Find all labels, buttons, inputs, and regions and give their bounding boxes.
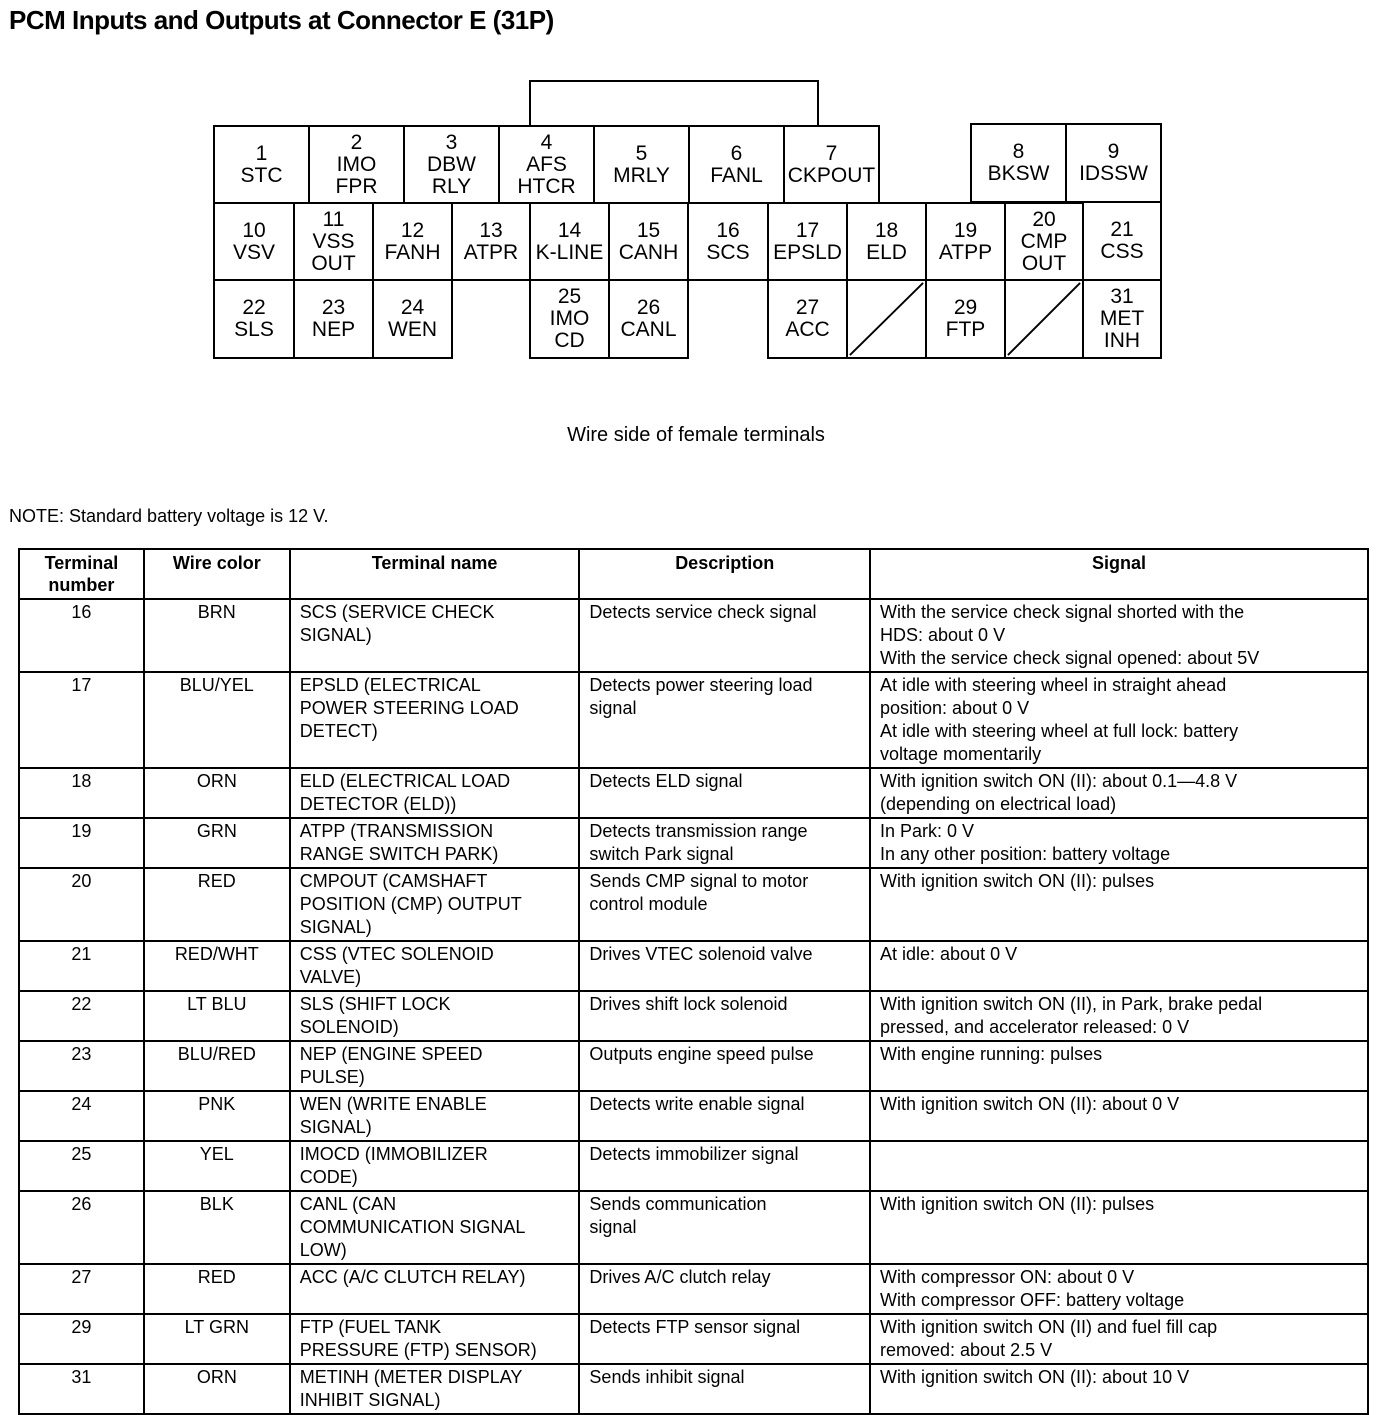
signal-cell: At idle with steering wheel in straight ahead position: about 0 V At idle with steering wheel at full lock: battery voltage momentarily xyxy=(870,672,1368,768)
terminal-name-cell: SCS (SERVICE CHECK SIGNAL) xyxy=(290,599,580,672)
terminal-number: 15 xyxy=(636,218,661,242)
terminal-number: 25 xyxy=(557,285,582,308)
empty-terminal-cell xyxy=(846,279,927,359)
terminal-number: 11 xyxy=(322,207,345,231)
signal-cell: With ignition switch ON (II): about 0 V xyxy=(870,1091,1368,1141)
table-row xyxy=(19,818,1368,868)
terminal-cell xyxy=(372,279,453,359)
terminal-label: SCS xyxy=(706,240,750,264)
terminal-label: ATPP xyxy=(938,240,993,264)
column-header: Terminal number xyxy=(19,549,144,599)
description-cell: Detects transmission range switch Park signal xyxy=(579,818,870,868)
terminal-label: EPSLD xyxy=(773,240,842,264)
terminal-name-cell: SLS (SHIFT LOCK SOLENOID) xyxy=(290,991,580,1041)
terminal-name-cell: METINH (METER DISPLAY INHIBIT SIGNAL) xyxy=(290,1364,580,1414)
description-cell: Sends CMP signal to motor control module xyxy=(579,868,870,941)
terminal-label: MET INH xyxy=(1099,307,1145,352)
wire-color-cell: RED xyxy=(144,868,290,941)
terminal-cell xyxy=(213,125,310,204)
terminal-number: 23 xyxy=(321,296,346,319)
terminal-name-cell: CSS (VTEC SOLENOID VALVE) xyxy=(290,941,580,991)
terminal-name-cell: NEP (ENGINE SPEED PULSE) xyxy=(290,1041,580,1091)
terminal-label: VSS OUT xyxy=(311,229,356,275)
terminal-label: CMP OUT xyxy=(1020,229,1068,275)
terminal-number-cell: 17 xyxy=(19,672,144,768)
terminal-number: 19 xyxy=(953,218,978,242)
table-row xyxy=(19,1314,1368,1364)
terminal-number-cell: 18 xyxy=(19,768,144,818)
terminal-label: FANH xyxy=(384,240,441,264)
table-header-row xyxy=(19,549,1368,599)
terminal-cell xyxy=(593,125,690,204)
terminal-label: SLS xyxy=(234,318,274,341)
column-header: Signal xyxy=(870,549,1368,599)
terminal-cell xyxy=(783,125,880,204)
terminal-number: 22 xyxy=(242,296,266,319)
terminal-label: CKPOUT xyxy=(787,163,876,187)
terminal-number: 5 xyxy=(635,141,648,165)
description-cell: Drives A/C clutch relay xyxy=(579,1264,870,1314)
signal-cell: With ignition switch ON (II), in Park, brake pedal pressed, and accelerator released: 0 V xyxy=(870,991,1368,1041)
diagram-caption: Wire side of female terminals xyxy=(567,424,825,446)
table-row xyxy=(19,599,1368,672)
wire-color-cell: LT BLU xyxy=(144,991,290,1041)
terminal-number: 4 xyxy=(540,130,553,154)
terminal-cell xyxy=(1082,279,1162,359)
terminal-cell xyxy=(608,279,689,359)
terminal-number-cell: 23 xyxy=(19,1041,144,1091)
terminal-number-cell: 16 xyxy=(19,599,144,672)
terminal-number: 14 xyxy=(557,218,582,242)
wire-color-cell: RED xyxy=(144,1264,290,1314)
signal-cell: In Park: 0 V In any other position: battery voltage xyxy=(870,818,1368,868)
terminal-number: 6 xyxy=(730,141,743,165)
terminal-cell xyxy=(608,202,689,281)
terminal-label: DBW RLY xyxy=(427,152,476,198)
terminal-cell xyxy=(403,125,500,204)
terminal-label: IMO CD xyxy=(549,307,590,352)
terminal-label: FTP xyxy=(945,318,986,341)
terminal-name-cell: CMPOUT (CAMSHAFT POSITION (CMP) OUTPUT SIGNAL) xyxy=(290,868,580,941)
terminal-number: 1 xyxy=(255,141,268,165)
terminal-number: 8 xyxy=(1012,140,1025,163)
column-header: Wire color xyxy=(144,549,290,599)
table-row xyxy=(19,1041,1368,1091)
terminal-cell xyxy=(213,279,295,359)
terminal-number: 24 xyxy=(400,296,425,319)
signal-cell: With compressor ON: about 0 V With compressor OFF: battery voltage xyxy=(870,1264,1368,1314)
description-cell: Sends inhibit signal xyxy=(579,1364,870,1414)
column-header: Description xyxy=(579,549,870,599)
wire-color-cell: YEL xyxy=(144,1141,290,1191)
signal-cell: With ignition switch ON (II): pulses xyxy=(870,868,1368,941)
terminal-cell xyxy=(688,125,785,204)
wire-color-cell: BLK xyxy=(144,1191,290,1264)
description-cell: Drives shift lock solenoid xyxy=(579,991,870,1041)
column-header: Terminal name xyxy=(290,549,580,599)
terminal-label: IDSSW xyxy=(1079,162,1148,185)
terminal-cell xyxy=(372,202,453,281)
terminal-cell xyxy=(1004,202,1084,281)
wire-color-cell: BLU/YEL xyxy=(144,672,290,768)
terminal-cell xyxy=(687,202,769,281)
terminal-number: 12 xyxy=(400,218,425,242)
terminal-cell xyxy=(925,202,1006,281)
terminal-number: 3 xyxy=(445,130,458,154)
terminal-name-cell: ATPP (TRANSMISSION RANGE SWITCH PARK) xyxy=(290,818,580,868)
wire-color-cell: ORN xyxy=(144,1364,290,1414)
terminal-cell xyxy=(1082,201,1162,281)
terminal-cell xyxy=(308,125,405,204)
signal-cell: With ignition switch ON (II): pulses xyxy=(870,1191,1368,1264)
terminal-cell xyxy=(925,279,1006,359)
signal-cell: With ignition switch ON (II) and fuel fill cap removed: about 2.5 V xyxy=(870,1314,1368,1364)
terminal-cell xyxy=(767,202,848,281)
terminal-number: 21 xyxy=(1110,218,1134,241)
table-row xyxy=(19,868,1368,941)
terminal-number: 20 xyxy=(1032,207,1056,231)
description-cell: Sends communication signal xyxy=(579,1191,870,1264)
signal-cell: With the service check signal shorted with the HDS: about 0 V With the service check signal opened: about 5V xyxy=(870,599,1368,672)
terminal-number: 13 xyxy=(479,218,503,242)
terminal-number: 16 xyxy=(716,218,740,242)
terminal-cell xyxy=(293,279,374,359)
voltage-note: NOTE: Standard battery voltage is 12 V. xyxy=(9,506,329,526)
terminal-table xyxy=(18,548,1369,1415)
description-cell: Drives VTEC solenoid valve xyxy=(579,941,870,991)
description-cell: Detects ELD signal xyxy=(579,768,870,818)
description-cell: Detects write enable signal xyxy=(579,1091,870,1141)
terminal-number-cell: 26 xyxy=(19,1191,144,1264)
terminal-number: 2 xyxy=(350,130,363,154)
table-row xyxy=(19,1191,1368,1264)
empty-terminal-cell xyxy=(1004,279,1084,359)
terminal-name-cell: IMOCD (IMMOBILIZER CODE) xyxy=(290,1141,580,1191)
table-row xyxy=(19,1364,1368,1414)
terminal-name-cell: CANL (CAN COMMUNICATION SIGNAL LOW) xyxy=(290,1191,580,1264)
connector-lock-tab xyxy=(529,80,819,126)
terminal-label: CANH xyxy=(618,240,679,264)
wire-color-cell: LT GRN xyxy=(144,1314,290,1364)
terminal-cell xyxy=(846,202,927,281)
description-cell: Detects service check signal xyxy=(579,599,870,672)
table-row xyxy=(19,941,1368,991)
terminal-cell xyxy=(767,279,848,359)
terminal-number: 9 xyxy=(1107,140,1120,163)
terminal-number: 29 xyxy=(953,296,978,319)
terminal-number-cell: 20 xyxy=(19,868,144,941)
terminal-label: CSS xyxy=(1100,240,1144,263)
description-cell: Detects immobilizer signal xyxy=(579,1141,870,1191)
table-row xyxy=(19,672,1368,768)
terminal-number-cell: 25 xyxy=(19,1141,144,1191)
terminal-label: AFS HTCR xyxy=(517,152,576,198)
terminal-label: WEN xyxy=(388,318,437,341)
signal-cell: At idle: about 0 V xyxy=(870,941,1368,991)
terminal-number: 26 xyxy=(636,296,661,319)
table-row xyxy=(19,1091,1368,1141)
terminal-cell xyxy=(970,123,1067,203)
terminal-label: CANL xyxy=(620,318,677,341)
page-title: PCM Inputs and Outputs at Connector E (31P) xyxy=(9,5,554,35)
wire-color-cell: GRN xyxy=(144,818,290,868)
terminal-number-cell: 24 xyxy=(19,1091,144,1141)
terminal-label: IMO FPR xyxy=(335,152,378,198)
terminal-number: 10 xyxy=(242,218,266,242)
terminal-cell xyxy=(213,202,295,281)
terminal-name-cell: WEN (WRITE ENABLE SIGNAL) xyxy=(290,1091,580,1141)
terminal-cell xyxy=(498,125,595,204)
terminal-number-cell: 22 xyxy=(19,991,144,1041)
terminal-number: 18 xyxy=(874,218,899,242)
signal-cell xyxy=(870,1141,1368,1191)
terminal-name-cell: EPSLD (ELECTRICAL POWER STEERING LOAD DETECT) xyxy=(290,672,580,768)
terminal-number-cell: 21 xyxy=(19,941,144,991)
terminal-label: K-LINE xyxy=(535,240,604,264)
terminal-number-cell: 19 xyxy=(19,818,144,868)
terminal-number-cell: 29 xyxy=(19,1314,144,1364)
terminal-cell xyxy=(1065,123,1162,203)
terminal-label: ELD xyxy=(866,240,907,264)
signal-cell: With ignition switch ON (II): about 10 V xyxy=(870,1364,1368,1414)
terminal-label: VSV xyxy=(232,240,276,264)
terminal-label: MRLY xyxy=(613,163,670,187)
terminal-label: ATPR xyxy=(463,240,519,264)
terminal-cell xyxy=(451,202,531,281)
wire-color-cell: ORN xyxy=(144,768,290,818)
wire-color-cell: BLU/RED xyxy=(144,1041,290,1091)
terminal-name-cell: ELD (ELECTRICAL LOAD DETECTOR (ELD)) xyxy=(290,768,580,818)
terminal-number: 27 xyxy=(795,296,820,319)
terminal-number-cell: 27 xyxy=(19,1264,144,1314)
table-row xyxy=(19,1264,1368,1314)
description-cell: Detects power steering load signal xyxy=(579,672,870,768)
terminal-label: ACC xyxy=(785,318,830,341)
terminal-number: 17 xyxy=(795,218,820,242)
terminal-cell xyxy=(293,202,374,281)
wire-color-cell: PNK xyxy=(144,1091,290,1141)
description-cell: Outputs engine speed pulse xyxy=(579,1041,870,1091)
terminal-name-cell: FTP (FUEL TANK PRESSURE (FTP) SENSOR) xyxy=(290,1314,580,1364)
wire-color-cell: BRN xyxy=(144,599,290,672)
terminal-number: 7 xyxy=(825,141,838,165)
terminal-number-cell: 31 xyxy=(19,1364,144,1414)
signal-cell: With ignition switch ON (II): about 0.1—4.8 V (depending on electrical load) xyxy=(870,768,1368,818)
terminal-cell xyxy=(529,202,610,281)
table-row xyxy=(19,1141,1368,1191)
wire-color-cell: RED/WHT xyxy=(144,941,290,991)
terminal-cell xyxy=(529,279,610,359)
description-cell: Detects FTP sensor signal xyxy=(579,1314,870,1364)
table-row xyxy=(19,768,1368,818)
signal-cell: With engine running: pulses xyxy=(870,1041,1368,1091)
terminal-number: 31 xyxy=(1110,285,1134,308)
terminal-label: BKSW xyxy=(987,162,1050,185)
terminal-label: FANL xyxy=(710,163,763,187)
terminal-name-cell: ACC (A/C CLUTCH RELAY) xyxy=(290,1264,580,1314)
terminal-label: NEP xyxy=(311,318,356,341)
table-row xyxy=(19,991,1368,1041)
terminal-label: STC xyxy=(240,163,283,187)
